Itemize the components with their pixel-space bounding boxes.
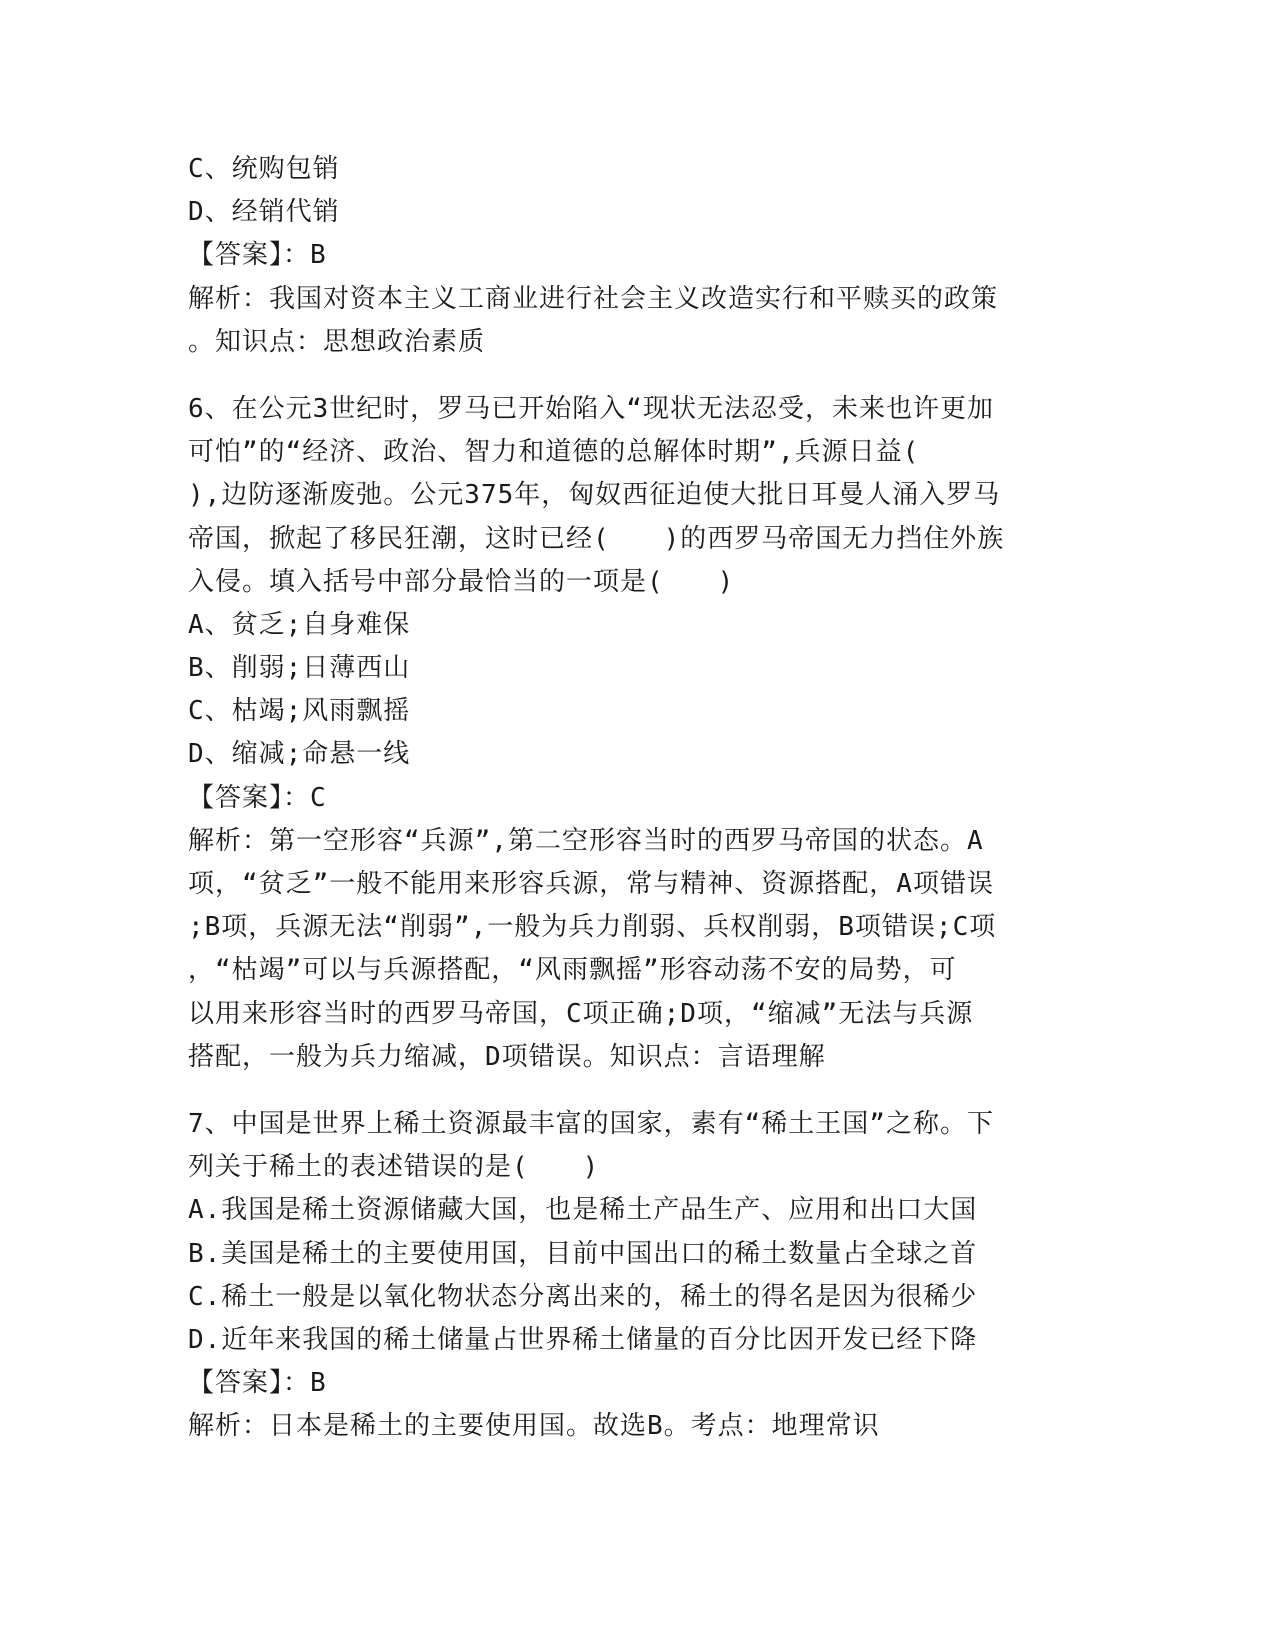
option-a: A、贫乏;自身难保 <box>188 609 411 640</box>
analysis-line: 搭配，一般为兵力缩减，D项错误。知识点：言语理解 <box>188 1041 826 1072</box>
question-7 <box>188 1103 1088 1449</box>
question-stem-line: 6、在公元3世纪时，罗马已开始陷入“现状无法忍受，未来也许更加 <box>188 393 994 424</box>
analysis-line: 。知识点：思想政治素质 <box>188 326 486 357</box>
answer: 【答案】：C <box>188 782 327 813</box>
question-stem-line: 7、中国是世界上稀土资源最丰富的国家，素有“稀土王国”之称。下 <box>188 1108 994 1139</box>
answer: 【答案】：B <box>188 240 327 271</box>
question-stem-line: 入侵。填入括号中部分最恰当的一项是( ) <box>188 566 735 597</box>
option-b: B.美国是稀土的主要使用国，目前中国出口的稀土数量占全球之首 <box>188 1238 978 1269</box>
question-6 <box>188 388 1088 1079</box>
analysis-line: 解析：第一空形容“兵源”,第二空形容当时的西罗马帝国的状态。A <box>188 825 984 856</box>
analysis-line: 解析：我国对资本主义工商业进行社会主义改造实行和平赎买的政策 <box>188 283 999 314</box>
option-d: D.近年来我国的稀土储量占世界稀土储量的百分比因开发已经下降 <box>188 1324 978 1355</box>
document-page <box>188 148 1088 1448</box>
option-c: C.稀土一般是以氧化物状态分离出来的，稀土的得名是因为很稀少 <box>188 1281 978 1312</box>
option-d: D、缩减;命悬一线 <box>188 739 411 770</box>
question-stem-line: 帝国，掀起了移民狂潮，这时已经( )的西罗马帝国无力挡住外族 <box>188 523 1005 554</box>
option-b: B、削弱;日薄西山 <box>188 653 411 684</box>
option-d: D、经销代销 <box>188 197 340 228</box>
question-5-tail <box>188 148 1088 364</box>
question-stem-line: 列关于稀土的表述错误的是( ) <box>188 1152 600 1183</box>
option-c: C、枯竭;风雨飘摇 <box>188 696 411 727</box>
analysis-line: 以用来形容当时的西罗马帝国，C项正确;D项，“缩减”无法与兵源 <box>188 998 974 1029</box>
option-a: A.我国是稀土资源储藏大国，也是稀土产品生产、应用和出口大国 <box>188 1195 978 1226</box>
question-stem-line: ),边防逐渐废弛。公元375年，匈奴西征迫使大批日耳曼人涌入罗马 <box>188 480 1001 511</box>
analysis-line: ，“枯竭”可以与兵源搭配，“风雨飘摇”形容动荡不安的局势，可 <box>188 955 957 986</box>
answer: 【答案】：B <box>188 1368 327 1399</box>
option-c: C、统购包销 <box>188 154 340 184</box>
analysis-line: 解析：日本是稀土的主要使用国。故选B。考点：地理常识 <box>188 1411 880 1442</box>
analysis-line: ;B项，兵源无法“削弱”,一般为兵力削弱、兵权削弱，B项错误;C项 <box>188 912 997 943</box>
analysis-line: 项，“贫乏”一般不能用来形容兵源，常与精神、资源搭配，A项错误 <box>188 869 994 899</box>
question-stem-line: 可怕”的“经济、政治、智力和道德的总解体时期”,兵源日益( <box>188 437 920 468</box>
